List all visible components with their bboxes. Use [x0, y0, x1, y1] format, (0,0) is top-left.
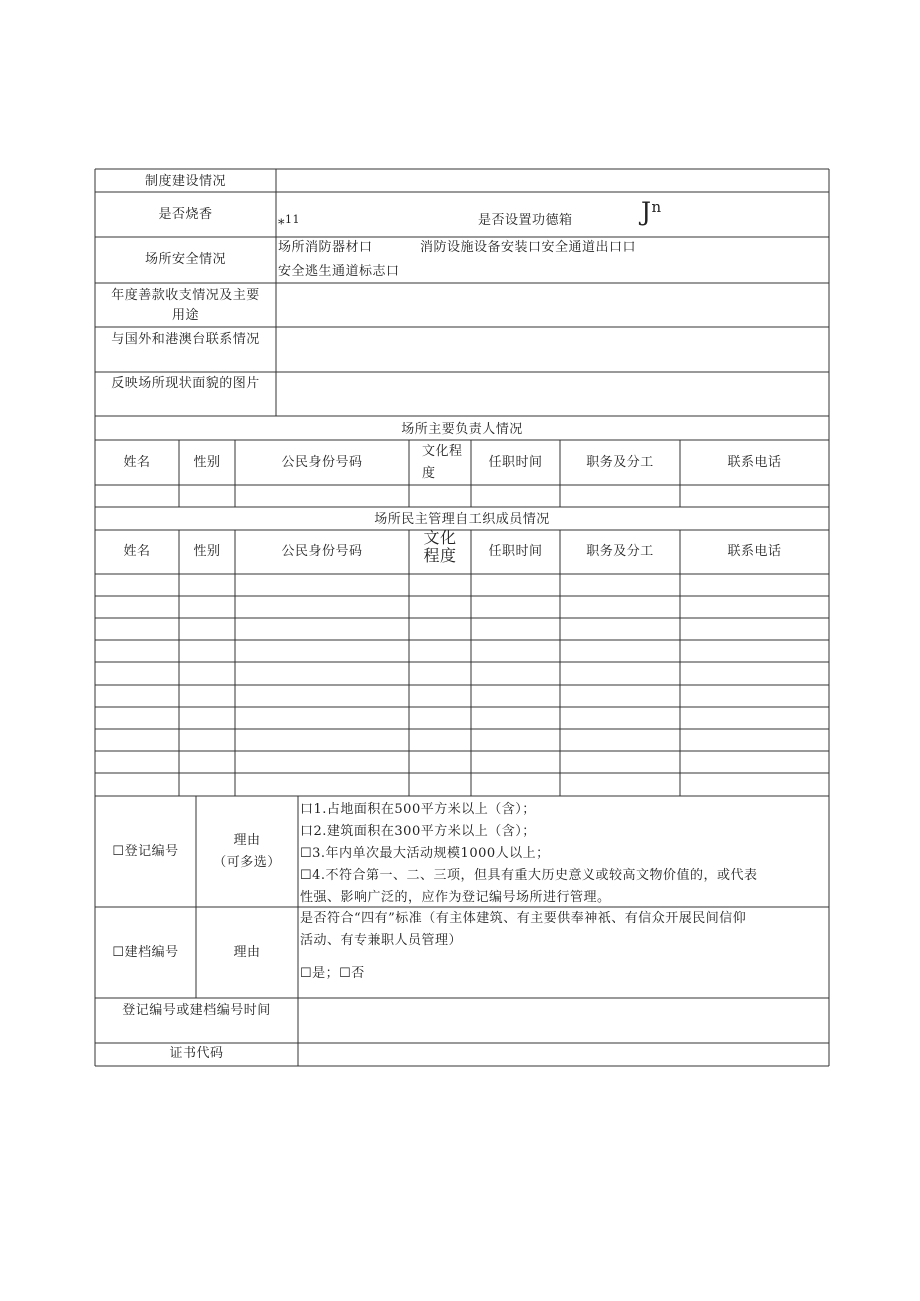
archive-question-line2: 活动、有专兼职人员管理）: [300, 933, 463, 948]
donation-box-value: $J^n$: [641, 197, 662, 226]
registration-item-2: 口2.建筑面积在300平方米以上（含）；: [300, 824, 536, 839]
registration-reason-label: 理由: [233, 833, 261, 848]
committee-header-gender: 性别: [193, 544, 221, 559]
archive-reason-label: 理由: [233, 945, 261, 960]
incense-value: *$^{11}$: [278, 213, 300, 233]
archive-label: ☐建档编号: [112, 945, 179, 960]
incense-label: 是否烧香: [158, 207, 213, 222]
donation-box-label: 是否设置功德箱: [478, 213, 573, 228]
archive-question-line1: 是否符合“四有”标准（有主体建筑、有主要供奉神祇、有信众开展民间信仰: [300, 911, 747, 926]
registration-label: ☐登记编号: [112, 844, 179, 859]
leaders-header-id: 公民身份号码: [281, 455, 363, 470]
committee-header-education-line2: 程度: [423, 546, 457, 565]
safety-option-fire-equipment: 场所消防器材口: [278, 240, 373, 255]
foreign-contact-label: 与国外和港澳台联系情况: [111, 332, 260, 347]
registration-item-4: ☐4.不符合第一、二、三项，但具有重大历史意义或较高文物价值的，或代表: [300, 868, 758, 883]
leaders-header-phone: 联系电话: [727, 455, 782, 470]
safety-label: 场所安全情况: [144, 252, 226, 267]
leaders-header-gender: 性别: [193, 455, 221, 470]
registration-item-1: 口1.占地面积在500平方米以上（含）；: [300, 802, 536, 817]
certificate-code-label: 证书代码: [169, 1046, 224, 1061]
archive-answer-options: ☐是；☐否: [300, 966, 365, 981]
committee-header-education-line1: 文化: [423, 528, 457, 547]
leaders-title: 场所主要负责人情况: [401, 422, 523, 437]
leaders-header-education-line1: 文化程: [422, 444, 463, 459]
committee-title: 场所民主管理自工织成员情况: [374, 512, 550, 527]
finance-label-line2: 用途: [171, 308, 199, 323]
safety-option-escape-signs: 安全逃生通道标志口: [278, 264, 400, 279]
system-label: 制度建设情况: [144, 174, 226, 189]
registration-item-3: ☐3.年内单次最大活动规模1000人以上；: [300, 846, 550, 861]
committee-header-tenure: 任职时间: [488, 544, 543, 559]
leaders-header-tenure: 任职时间: [488, 455, 543, 470]
registration-item-4-cont: 性强、影响广泛的，应作为登记编号场所进行管理。: [300, 890, 611, 905]
committee-header-phone: 联系电话: [727, 544, 782, 559]
committee-header-position: 职务及分工: [586, 544, 654, 559]
leaders-header-position: 职务及分工: [586, 455, 654, 470]
registration-time-label: 登记编号或建档编号时间: [122, 1003, 271, 1018]
leaders-header-name: 姓名: [123, 455, 151, 470]
committee-header-id: 公民身份号码: [281, 544, 363, 559]
finance-label-line1: 年度善款收支情况及主要: [111, 288, 260, 303]
committee-header-name: 姓名: [123, 544, 151, 559]
registration-reason-sub: （可多选）: [213, 855, 281, 870]
photos-label: 反映场所现状面貌的图片: [111, 376, 260, 391]
leaders-header-education-line2: 度: [422, 466, 436, 481]
safety-option-facilities: 消防设施设备安装口安全通道出口口: [420, 240, 637, 255]
